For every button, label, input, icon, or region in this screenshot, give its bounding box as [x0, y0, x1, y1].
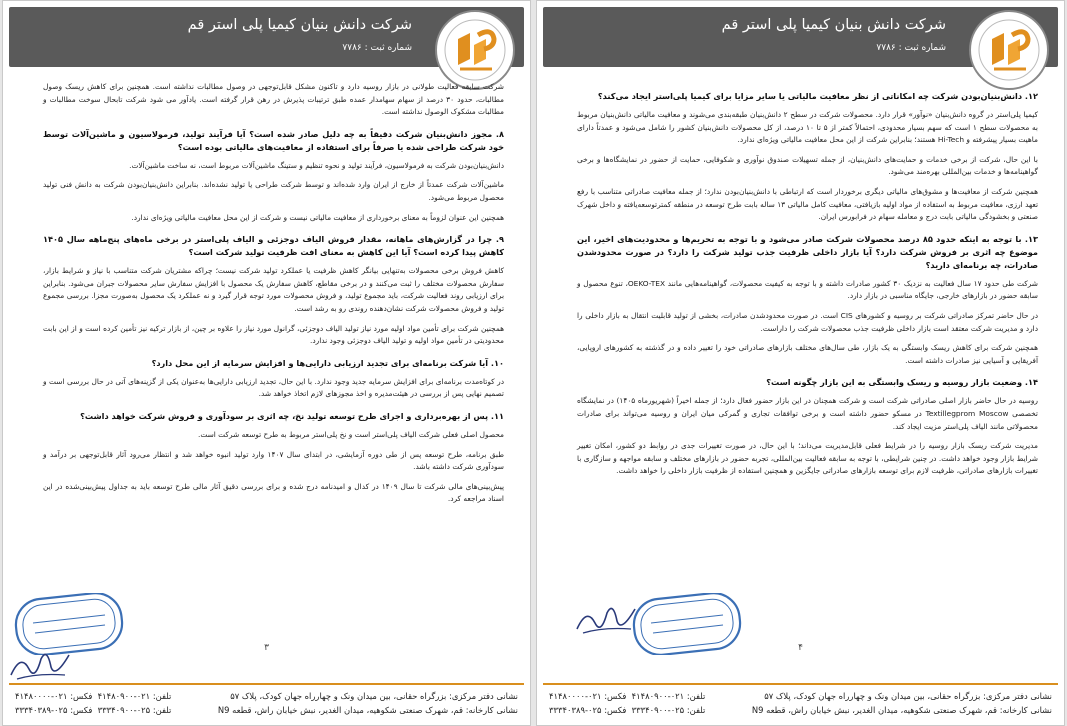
question-12-title: ۱۲. دانش‌بنیان‌بودن شرکت چه امکاناتی از نظر معافیت مالیاتی یا سایر مزایا برای کیمیا پلی‌استر ایجاد می‌کند؟: [597, 91, 1038, 101]
answer-paragraph: دانش‌بنیان‌بودن شرکت به فرمولاسیون، فرآیند تولید و نحوه تنظیم و ستینگ ماشین‌آلات مربوط است، نه ساخت ماشین‌آلات.: [129, 160, 504, 170]
question-10-title: ۱۰. آیا شرکت برنامه‌ای برای تجدید ارزیابی دارایی‌ها و افزایش سرمایه از این محل دارد؟: [151, 357, 504, 368]
answer-paragraph: طبق برنامه، طرح توسعه پس از طی دوره آزمایشی، در ابتدای سال ۱۴۰۷ وارد تولید انبوه خواهد شد و انتظار می‌رود آثار قابل‌توجهی بر درآمد و سودآوری شرکت داشته باشد.: [43, 449, 504, 472]
answer-paragraph: مدیریت شرکت ریسک بازار روسیه را در شرایط فعلی قابل‌مدیریت می‌داند؛ با این حال، در صورت تغییرات جدی در روابط دو کشور، امکان تغییر شرایط بازار وجود خواهد داشت. در چنین شرایطی، با توجه به سابقه فعالیت بین‌المللی، تجربه حضور در بازارهای مختلف و سابقه مواجهه و سازگاری با تغییرات بازارهای صادراتی، ظرفیت لازم برای توسعه بازارهای صادراتی جایگزین و همچنین استفاده از ظرفیت بازار داخلی را خواهد داشت.: [577, 441, 1038, 476]
answer-paragraph: در کوتاه‌مدت برنامه‌ای برای افزایش سرمایه جدید وجود ندارد. با این حال، تجدید ارزیابی دارایی‌ها به‌عنوان یکی از گزینه‌های آتی در حال بررسی است و تصمیم نهایی پس از بررسی در هیئت‌مدیره و اخذ مجوزهای لازم اتخاذ خواهد شد.: [43, 376, 504, 399]
answer-paragraph: همچنین شرکت برای تأمین مواد اولیه مورد نیاز تولید الیاف دوجزئی، گرانول مورد نیاز را علاوه بر چین، از بازار ترکیه نیز تأمین کرده است و از این بابت محدودیتی در تأمین مواد اولیه و تولید الیاف دوجزئی وجود ندارد.: [43, 323, 504, 346]
question-8-title: ۸. مجوز دانش‌بنیان شرکت دقیقاً به چه دلیل صادر شده است؟ آیا فرآیند تولید، فرمولاسیون و ماشین‌آلات توسط خود شرکت طراحی شده یا صرفاً برای استفاده از معافیت‌های مالیاتی بوده است؟: [43, 128, 504, 152]
question-13-title: ۱۳. با توجه به اینکه حدود ۸۵ درصد محصولات شرکت صادر می‌شود و با توجه به تحریم‌ها و محدودیت‌های اخیر، این موضوع چه اثری بر فروش شرکت دارد؟ آیا بازار داخلی ظرفیت جذب تولید شرکت را دارد؟ در صورت محدودشدن صادرات، چه برنامه‌ای دارید؟: [577, 233, 1038, 270]
page-4: [536, 0, 1065, 726]
answer-paragraph: همچنین شرکت از معافیت‌ها و مشوق‌های مالیاتی دیگری برخوردار است که ارتباطی با دانش‌بنیان‌بودن ندارد؛ از جمله معافیت صادراتی متناسب با رفع تعهد ارزی، معافیت مربوط به استفاده از مواد اولیه بازیافتی، معافیت کامل مالیاتی ۱۳ ساله بابت طرح توسعه در منطقه کمترتوسعه‌یافته و داخل شهرک صنعتی و بخشودگی مالیاتی بابت درج و معامله سهام در فرابورس ایران.: [577, 186, 1038, 222]
office-phone: تلفن: ۰۲۱-۴۱۴۸۰۹۰۰ فکس: ۰۲۱-۴۱۴۸۰۰۰۰: [549, 691, 706, 701]
answer-paragraph: محصول اصلی فعلی شرکت الیاف پلی‌استر است و نخ پلی‌استر مربوط به طرح توسعه شرکت است.: [197, 429, 504, 439]
answer-paragraph: همچنین شرکت برای کاهش ریسک وابستگی به یک بازار، طی سال‌های مختلف بازارهای صادراتی خود را تغییر داده و در گذشته به کشورهای اروپایی، آفریقایی و آسیایی نیز صادرات داشته است.: [577, 343, 1038, 365]
page-body: [577, 81, 1038, 485]
factory-address: نشانی کارخانه: قم، شهرک صنعتی شکوهیه، میدان الغدیر، نبش خیابان راش، قطعه N9: [217, 705, 518, 715]
answer-paragraph: ماشین‌آلات شرکت عمدتاً از خارج از ایران وارد شده‌اند و توسط شرکت طراحی یا تولید نشده‌اند. بنابراین دانش‌بنیان‌بودن شرکت به دانش فنی تولید محصول مربوط می‌شود.: [43, 180, 504, 202]
answer-paragraph: همچنین این عنوان لزوماً به معنای برخورداری از معافیت مالیاتی نیست و شرکت از این محل معافیت مالیاتی ویژه‌ای ندارد.: [131, 212, 504, 222]
page-number: ۴: [798, 643, 803, 653]
factory-address: نشانی کارخانه: قم، شهرک صنعتی شکوهیه، میدان الغدیر، نبش خیابان راش، قطعه N9: [751, 705, 1052, 715]
page-3: [2, 0, 531, 726]
answer-paragraph: شرکت طی حدود ۱۷ سال فعالیت به نزدیک ۳۰ کشور صادرات داشته و با توجه به کیفیت محصولات، گواهینامه‌هایی مانند OEKO-TEX، تنوع محصول و سابقه حضور در بازارهای خارجی، جایگاه مناسبی در بازار دارد.: [577, 278, 1038, 301]
intro-paragraph: شرکت سابقه فعالیت طولانی در بازار روسیه دارد و تاکنون مشکل قابل‌توجهی در وصول مطالبات نداشته است. همچنین برای کاهش ریسک وصول مطالبات، حدود ۳۰ درصد از سهام سهامدار عمده طبق ترتیبات پذیرش در رهن قرار گرفته است. یادآور می شود شرکت تابحال سوخت مطالبات و مطالبات مشکوک الوصول نداشته است.: [43, 82, 504, 117]
factory-phone: تلفن: ۰۲۵-۳۳۳۴۰۹۰۰ فکس: ۰۲۵-۳۳۳۴۰۳۸۹: [549, 705, 706, 715]
footer-row-office: [549, 689, 1052, 703]
answer-paragraph: کاهش فروش برخی محصولات به‌تنهایی بیانگر کاهش ظرفیت یا عملکرد تولید شرکت نیست؛ چراکه مشتریان شرکت متناسب با نیاز و شرایط بازار، سفارش محصولات مختلف را ثبت می‌کنند و در برخی مقاطع، کاهش سفارش یک محصول با افزایش سفارش سایر محصولات جبران می‌شود. بنابراین برای ارزیابی روند فعالیت شرکت، باید مجموع تولید، و فروش محصولات مورد توجه قرار گیرد و نه عملکرد یک محصول به‌صورت مجزا. بررسی مجموع تولید و فروش محصولات شرکت نشان‌دهنده روندی رو به رشد است.: [43, 266, 504, 313]
registration-number: شماره ثبت : ۷۷۸۶: [342, 43, 412, 53]
question-11-title: ۱۱. پس از بهره‌برداری و اجرای طرح توسعه تولید نخ، چه اثری بر سودآوری و فروش شرکت خواهد داشت؟: [80, 410, 504, 421]
footer-row-factory: [15, 703, 518, 717]
office-address: نشانی دفتر مرکزی: بزرگراه حقانی، بین میدان ونک و چهارراه جهان کودک، پلاک ۵۷: [764, 691, 1052, 701]
company-logo-icon: [968, 9, 1050, 91]
answer-paragraph: پیش‌بینی‌های مالی شرکت تا سال ۱۴۰۹ در کدال و امیدنامه درج شده و برای بررسی دقیق آثار مالی طرح توسعه باید به جداول پیش‌بینی‌شده در این اسناد مراجعه کرد.: [43, 481, 505, 504]
company-logo-icon: [434, 9, 516, 91]
factory-phone: تلفن: ۰۲۵-۳۳۳۴۰۹۰۰ فکس: ۰۲۵-۳۳۳۴۰۳۸۹: [15, 705, 172, 715]
office-address: نشانی دفتر مرکزی: بزرگراه حقانی، بین میدان ونک و چهارراه جهان کودک، پلاک ۵۷: [230, 691, 518, 701]
page-footer: [543, 683, 1058, 719]
answer-paragraph: با این حال، شرکت از برخی خدمات و حمایت‌های دانش‌بنیان، از جمله تسهیلات صندوق نوآوری و شکوفایی، حمایت از حضور در نمایشگاه‌ها و برخی گواهینامه‌ها و خدمات بین‌المللی بهره‌مند می‌شود.: [577, 154, 1038, 177]
company-name: شرکت دانش بنیان کیمیا پلی استر قم: [721, 17, 946, 33]
answer-paragraph: کیمیا پلی‌استر در گروه دانش‌بنیان «نوآور» قرار دارد. محصولات شرکت در سطح ۲ دانش‌بنیان طبقه‌بندی می‌شوند و معافیت مالیاتی دانش‌بنیان مربوط به محصولات سطح ۱ است که سهم بسیار محدودی، احتمالاً کمتر از ۵ تا ۱۰ درصد، از کل محصولات دانش‌بنیان کشور را شامل می‌شود و عمدتاً دارای ماهیت بسیار پیشرفته و Hi-Tech هستند؛ بنابراین شرکت از این محل معافیت مالیاتی ویژه‌ای ندارد.: [577, 110, 1038, 145]
question-14-title: ۱۴. وضعیت بازار روسیه و ریسک وابستگی به این بازار چگونه است؟: [766, 377, 1038, 388]
page-footer: [9, 683, 524, 719]
office-phone: تلفن: ۰۲۱-۴۱۴۸۰۹۰۰ فکس: ۰۲۱-۴۱۴۸۰۰۰۰: [15, 691, 172, 701]
footer-row-factory: [549, 703, 1052, 717]
company-name: شرکت دانش بنیان کیمیا پلی استر قم: [187, 17, 412, 33]
answer-paragraph: در حال حاضر تمرکز صادراتی شرکت بر روسیه و کشورهای CIS است. در صورت محدودشدن صادرات، بخشی از تولید قابلیت انتقال به بازار داخلی را دارد و مدیریت شرکت معتقد است بازار داخلی ظرفیت جذب محصولات شرکت را داراست.: [577, 310, 1038, 333]
page-number: ۳: [264, 643, 269, 653]
signature: [573, 599, 643, 639]
question-9-title: ۹. چرا در گزارش‌های ماهانه، مقدار فروش الیاف دوجزئی و الیاف پلی‌استر در برخی ماه‌های پنج‌ماهه سال ۱۴۰۵ کاهش پیدا کرده است؟ آیا این کاهش به معنای افت ظرفیت تولید شرکت است؟: [43, 234, 504, 258]
footer-row-office: [15, 689, 518, 703]
registration-number: شماره ثبت : ۷۷۸۶: [876, 43, 946, 53]
answer-paragraph: روسیه در حال حاضر بازار اصلی صادراتی شرکت است و شرکت همچنان در این بازار حضور فعال دارد؛ از جمله اخیراً (شهریورماه ۱۴۰۵) در نمایشگاه تخصصی Textillegprom Moscow در مسکو حضور داشته است و برخی توافقات تجاری و گمرکی میان ایران و روسیه می‌تواند برای صادرات محصولاتی مانند الیاف پلی‌استر مزیت ایجاد کند.: [577, 396, 1038, 431]
page-body: [43, 81, 504, 513]
